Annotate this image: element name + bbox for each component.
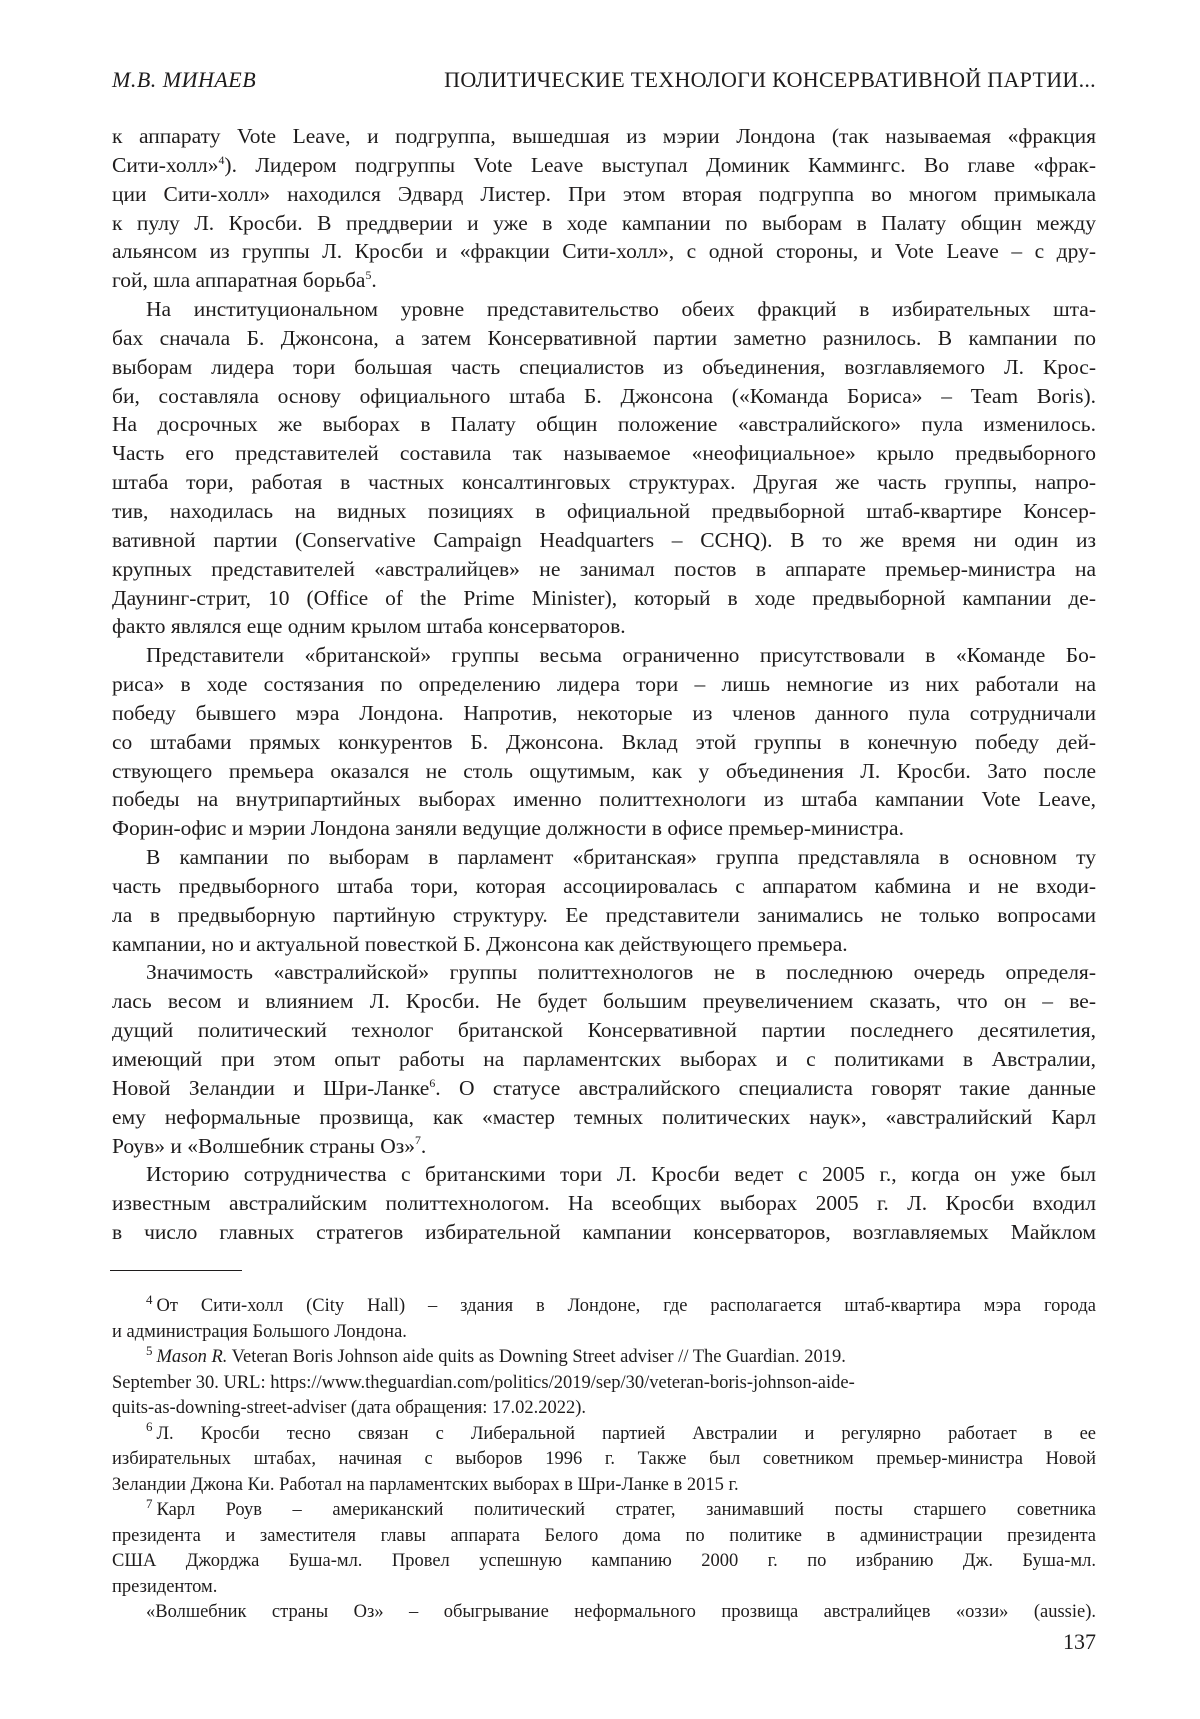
text-segment: Форин-офис и мэрии Лондона заняли ведущие должности в офисе премьер-министра. — [112, 816, 904, 840]
text-line — [112, 180, 1096, 209]
footnote-line — [112, 1422, 1096, 1448]
text-segment: лась весом и влиянием Л. Кросби. Не будет большим преувеличением сказать, что он – ве- — [112, 989, 1096, 1013]
text-line — [112, 382, 1096, 411]
text-segment: Карл Роув – американский политический стратег, занимавший посты старшего советника — [156, 1500, 1096, 1520]
footnote-marker: 6 — [146, 1419, 152, 1434]
text-segment: . — [371, 268, 376, 292]
text-line — [112, 1103, 1096, 1132]
text-line — [112, 237, 1096, 266]
text-segment: президентом. — [112, 1577, 217, 1597]
text-segment: Часть его представителей составила так называемое «неофициальное» крыло предвыборного — [112, 441, 1096, 465]
footnote-marker: 5 — [146, 1343, 152, 1358]
text-line — [112, 670, 1096, 699]
footnote-marker: 4 — [146, 1292, 152, 1307]
text-line — [112, 1016, 1096, 1045]
text-segment: В кампании по выборам в парламент «британская» группа представляла в основном ту — [146, 845, 1096, 869]
text-line — [112, 497, 1096, 526]
italic-text: Mason R. — [156, 1347, 227, 1367]
text-line — [112, 526, 1096, 555]
text-segment: вативной партии (Conservative Campaign Headquarters – CCHQ). В то же время ни один из — [112, 528, 1096, 552]
text-line — [112, 353, 1096, 382]
text-segment: риса» в ходе состязания по определению лидера тори – лишь немногие из них работали на — [112, 672, 1096, 696]
footnote-line — [112, 1575, 1096, 1601]
text-segment: в число главных стратегов избирательной кампании консерваторов, возглавляемых Майклом — [112, 1220, 1096, 1244]
text-segment: бах сначала Б. Джонсона, а затем Консервативной партии заметно разнилось. В кампании по — [112, 326, 1096, 350]
footnote-line — [112, 1396, 1096, 1422]
text-line — [112, 122, 1096, 151]
text-segment: Представители «британской» группы весьма ограниченно присутствовали в «Команде Бо- — [146, 643, 1096, 667]
body-text — [112, 122, 1096, 1247]
text-line — [112, 439, 1096, 468]
footnote-marker: 7 — [146, 1496, 152, 1511]
text-line — [112, 151, 1096, 180]
text-segment: Значимость «австралийской» группы политтехнологов не в последнюю очередь определя- — [146, 960, 1096, 984]
text-segment: штаба тори, работая в частных консалтинговых структурах. Другая же часть группы, напро- — [112, 470, 1096, 494]
text-line — [112, 612, 1096, 641]
footnote-line — [112, 1371, 1096, 1397]
text-line — [112, 1045, 1096, 1074]
text-segment: «Волшебник страны Оз» – обыгрывание неформального прозвища австралийцев «оззи» (aussie). — [146, 1602, 1096, 1622]
text-segment: ствующего премьера оказался не столь ощутимым, как у объединения Л. Кросби. Зато после — [112, 759, 1096, 783]
text-line — [112, 641, 1096, 670]
text-segment: к пулу Л. Кросби. В преддверии и уже в ходе кампании по выборам в Палату общин между — [112, 211, 1096, 235]
text-segment: ему неформальные прозвища, как «мастер темных политических наук», «австралийский Карл — [112, 1105, 1096, 1129]
text-segment: Л. Кросби тесно связан с Либеральной партией Австралии и регулярно работает в ее — [156, 1424, 1096, 1444]
text-segment: крупных представителей «австралийцев» не занимал постов в аппарате премьер-министра на — [112, 557, 1096, 581]
text-segment: Сити-холл» — [112, 153, 219, 177]
text-line — [112, 987, 1096, 1016]
text-segment: альянсом из группы Л. Кросби и «фракции Сити-холл», с одной стороны, и Vote Leave – с дру- — [112, 239, 1096, 263]
footnote-line — [112, 1294, 1096, 1320]
footnote-line — [112, 1447, 1096, 1473]
text-segment: и администрация Большого Лондона. — [112, 1322, 407, 1342]
text-segment: победу бывшего мэра Лондона. Напротив, некоторые из членов данного пула сотрудничали — [112, 701, 1096, 725]
text-segment: США Джорджа Буша-мл. Провел успешную кампанию 2000 г. по избранию Дж. Буша-мл. — [112, 1551, 1096, 1571]
text-line — [112, 757, 1096, 786]
text-segment: имеющий при этом опыт работы на парламентских выборах и с политиками в Австралии, — [112, 1047, 1096, 1071]
text-segment: победы на внутрипартийных выборах именно политтехнологи из штаба кампании Vote Leave, — [112, 787, 1096, 811]
text-line — [112, 410, 1096, 439]
text-segment: ла в предвыборную партийную структуру. Ее представители занимались не только вопросами — [112, 903, 1096, 927]
text-segment: со штабами прямых конкурентов Б. Джонсона. Вклад этой группы в конечную победу дей- — [112, 730, 1096, 754]
text-line — [112, 930, 1096, 959]
footnote-line — [112, 1600, 1096, 1626]
text-line — [112, 814, 1096, 843]
text-segment: На досрочных же выборах в Палату общин положение «австралийского» пула изменилось. — [112, 412, 1096, 436]
footnote-line — [112, 1473, 1096, 1499]
page-number: 137 — [1063, 1628, 1096, 1656]
text-segment: ции Сити-холл» находился Эдвард Листер. При этом вторая подгруппа во многом примыкала — [112, 182, 1096, 206]
text-segment: ). Лидером подгруппы Vote Leave выступал Доминик Каммингс. Во главе «фрак- — [224, 153, 1096, 177]
text-segment: . О статусе австралийского специалиста говорят такие данные — [435, 1076, 1096, 1100]
text-segment: Veteran Boris Johnson aide quits as Downing Street adviser // The Guardian. 2019. — [227, 1347, 845, 1367]
footnote-marker: 7 — [415, 1133, 421, 1147]
text-line — [112, 901, 1096, 930]
text-segment: тив, находилась на видных позициях в официальной предвыборной штаб-квартире Консер- — [112, 499, 1096, 523]
footnote-marker: 6 — [429, 1076, 435, 1090]
text-line — [112, 728, 1096, 757]
text-segment: избирательных штабах, начиная с выборов 1996 г. Также был советником премьер-министра Новой — [112, 1449, 1096, 1469]
running-head-title: ПОЛИТИЧЕСКИЕ ТЕХНОЛОГИ КОНСЕРВАТИВНОЙ ПАРТИИ... — [444, 64, 1096, 96]
text-line — [112, 324, 1096, 353]
running-head — [112, 64, 1096, 96]
text-segment: к аппарату Vote Leave, и подгруппа, вышедшая из мэрии Лондона (так называемая «фракция — [112, 124, 1096, 148]
text-line — [112, 555, 1096, 584]
text-segment: выборам лидера тори большая часть специалистов из объединения, возглавляемого Л. Крос- — [112, 355, 1096, 379]
text-line — [112, 785, 1096, 814]
text-line — [112, 1160, 1096, 1189]
text-segment: президента и заместителя главы аппарата Белого дома по политике в администрации президента — [112, 1526, 1096, 1546]
text-segment: quits-as-downing-street-adviser (дата обращения: 17.02.2022). — [112, 1398, 586, 1418]
text-segment: факто являлся еще одним крылом штаба консерваторов. — [112, 614, 626, 638]
running-head-author: М.В. МИНАЕВ — [112, 64, 256, 96]
footnote-separator — [110, 1270, 242, 1271]
footnote-line — [112, 1549, 1096, 1575]
text-segment: Даунинг-стрит, 10 (Office of the Prime Minister), который в ходе предвыборной кампании де- — [112, 586, 1096, 610]
text-segment: Роув» и «Волшебник страны Оз» — [112, 1134, 415, 1158]
footnote-marker: 5 — [365, 268, 371, 282]
text-line — [112, 1218, 1096, 1247]
text-segment: Историю сотрудничества с британскими тори Л. Кросби ведет с 2005 г., когда он уже был — [146, 1162, 1096, 1186]
text-line — [112, 266, 1096, 295]
footnote-line — [112, 1498, 1096, 1524]
text-segment: часть предвыборного штаба тори, которая ассоциировалась с аппаратом кабмина и не входи- — [112, 874, 1096, 898]
text-line — [112, 295, 1096, 324]
text-segment: September 30. URL: https://www.theguardian.com/politics/2019/sep/30/veteran-boris-johnson-aide- — [112, 1373, 855, 1393]
text-line — [112, 1189, 1096, 1218]
text-segment: От Сити-холл (City Hall) – здания в Лондоне, где располагается штаб-квартира мэра города — [156, 1296, 1096, 1316]
text-line — [112, 468, 1096, 497]
footnote-marker: 4 — [219, 153, 225, 167]
footnote-line — [112, 1345, 1096, 1371]
footnotes — [112, 1294, 1096, 1626]
text-segment: На институциональном уровне представительство обеих фракций в избирательных шта- — [146, 297, 1096, 321]
text-segment: гой, шла аппаратная борьба — [112, 268, 365, 292]
text-line — [112, 843, 1096, 872]
text-line — [112, 872, 1096, 901]
text-segment: Новой Зеландии и Шри-Ланке — [112, 1076, 429, 1100]
text-segment: известным австралийским политтехнологом. На всеобщих выборах 2005 г. Л. Кросби входил — [112, 1191, 1096, 1215]
text-line — [112, 1074, 1096, 1103]
text-segment: би, составляла основу официального штаба Б. Джонсона («Команда Бориса» – Team Boris). — [112, 384, 1096, 408]
text-line — [112, 958, 1096, 987]
text-line — [112, 209, 1096, 238]
text-segment: кампании, но и актуальной повесткой Б. Джонсона как действующего премьера. — [112, 932, 848, 956]
text-line — [112, 584, 1096, 613]
text-segment: Зеландии Джона Ки. Работал на парламентских выборах в Шри-Ланке в 2015 г. — [112, 1475, 739, 1495]
footnote-line — [112, 1320, 1096, 1346]
footnote-line — [112, 1524, 1096, 1550]
text-line — [112, 1132, 1096, 1161]
text-segment: дущий политический технолог британской Консервативной партии последнего десятилетия, — [112, 1018, 1096, 1042]
text-segment: . — [421, 1134, 426, 1158]
text-line — [112, 699, 1096, 728]
